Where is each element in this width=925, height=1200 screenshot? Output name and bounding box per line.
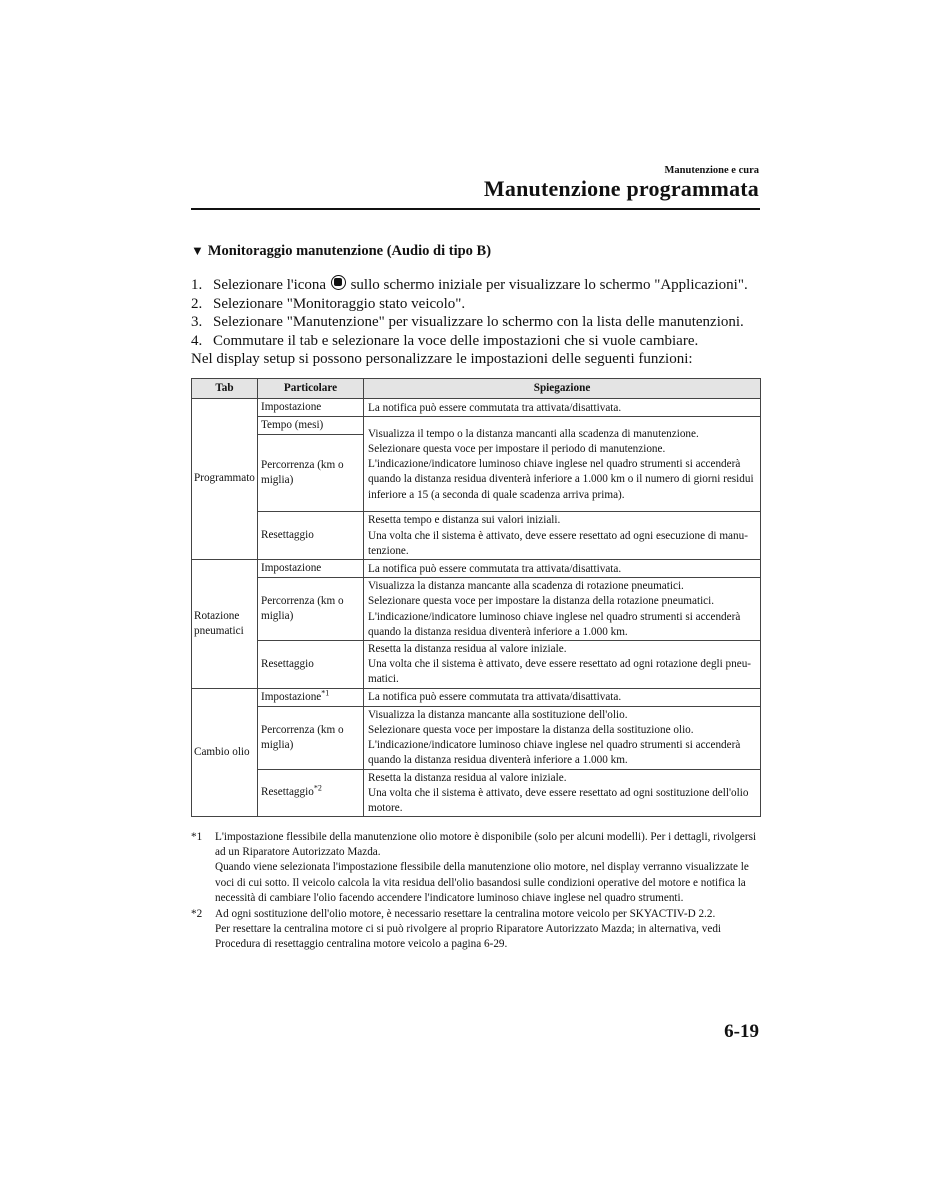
maintenance-table: [191, 378, 761, 817]
steps-list: [191, 275, 771, 369]
footnote-paragraph: Per resettare la centralina motore ci si può rivolgere al proprio Riparatore Autorizzato Mazda; in alternativa, vedi Procedura di resettaggio centralina motore veicolo a pagina 6-29.: [215, 923, 722, 951]
explanation-line: Selezionare questa voce per impostare la distanza della sostituzione olio.: [368, 724, 694, 737]
subheading-text: Monitoraggio manutenzione (Audio di tipo B): [207, 243, 492, 259]
step-text: Selezionare "Manutenzione" per visualizzare lo schermo con la lista delle manutenzioni.: [213, 314, 744, 331]
explanation-line: La notifica può essere commutata tra attivata/disattivata.: [368, 691, 622, 704]
tab-cell-cambio-olio: Cambio olio: [192, 688, 258, 817]
column-header-explanation: Spiegazione: [364, 379, 761, 399]
footnote-mark: *2: [191, 908, 203, 921]
intro-text: Nel display setup si possono personalizzare le impostazioni delle seguenti funzioni:: [191, 351, 693, 368]
footnote-paragraph: L'impostazione flessibile della manutenzione olio motore è disponibile (solo per alcuni modelli). Per i dettagli, rivolgersi ad un Riparatore Autorizzato Mazda.: [215, 831, 757, 859]
explanation-line: L'indicazione/indicatore luminoso chiave inglese nel quadro strumenti si accenderà quando la distanza residua diventerà inferiore a 1.000 km o il numero di giorni residui inferiore a 15 (a seconda di quale scadenza arriva prima).: [368, 458, 754, 501]
step-number: 2.: [191, 295, 203, 312]
table-row: [192, 769, 761, 817]
applications-icon: [331, 275, 346, 290]
table-row: [192, 417, 761, 435]
item-cell: Resettaggio: [258, 641, 364, 689]
step-number: 3.: [191, 314, 203, 331]
tab-cell-rotazione-pneumatici: Rotazione pneumatici: [192, 560, 258, 689]
item-cell: Percorrenza (km o miglia): [258, 435, 364, 512]
footnote-mark: *1: [191, 831, 203, 843]
step-text: sullo schermo iniziale per visualizzare lo schermo "Applicazioni".: [346, 277, 748, 293]
footnote-2: [191, 907, 763, 953]
tab-cell-programmato: Programmato: [192, 399, 258, 560]
table-row: [192, 688, 761, 706]
footnote-1: [191, 830, 763, 906]
step-3: [191, 313, 771, 332]
page-number: 6-19: [724, 1021, 759, 1042]
column-header-item: Particolare: [258, 379, 364, 399]
explanation-line: Una volta che il sistema è attivato, deve essere resettato ad ogni rotazione degli pneu-matici.: [368, 658, 752, 686]
table-row: [192, 512, 761, 560]
step-4: [191, 332, 771, 351]
table-row: [192, 641, 761, 689]
item-cell: [258, 688, 364, 706]
footnote-ref: *1: [321, 687, 330, 697]
footnote-paragraph: Ad ogni sostituzione dell'olio motore, è necessario resettare la centralina motore veicolo per SKYACTIV-D 2.2.: [215, 908, 716, 921]
explanation-line: Resetta la distanza residua al valore iniziale.: [368, 771, 567, 784]
explanation-line: Selezionare questa voce per impostare il periodo di manutenzione.: [368, 443, 666, 455]
table-row: [192, 578, 761, 641]
table-row: [192, 706, 761, 769]
step-number: 4.: [191, 332, 203, 349]
footnotes: [191, 830, 763, 954]
explanation-cell: [364, 578, 761, 641]
explanation-cell: [364, 512, 761, 560]
explanation-line: Selezionare questa voce per impostare la distanza della rotazione pneumatici.: [368, 595, 715, 608]
explanation-line: Una volta che il sistema è attivato, deve essere resettato ad ogni sostituzione dell'olio motore.: [368, 786, 749, 815]
explanation-line: La notifica può essere commutata tra attivata/disattivata.: [368, 562, 622, 575]
item-cell: Impostazione: [258, 560, 364, 578]
explanation-line: L'indicazione/indicatore luminoso chiave inglese nel quadro strumenti si accenderà quando la distanza residua diventerà inferiore a 1.000 km.: [368, 739, 741, 767]
table-row: [192, 399, 761, 417]
explanation-cell: [364, 769, 761, 817]
footnote-paragraph: Quando viene selezionata l'impostazione flessibile della manutenzione olio motore, nel display verranno visualizzate le voci di cui sotto. Il veicolo calcola la vita residua dell'olio basandosi sulle condizioni operative del motore e notifica la necessità di cambiare l'olio facendo accendere l'indicatore luminoso chiave inglese nel quadro strumenti.: [215, 861, 749, 904]
item-label: Impostazione: [261, 690, 322, 703]
step-2: [191, 295, 771, 314]
page-title: Manutenzione programmata: [483, 176, 759, 201]
item-cell: Percorrenza (km o miglia): [258, 706, 364, 769]
footnote-ref: *2: [313, 783, 322, 793]
section-label: Manutenzione e cura: [664, 165, 759, 176]
explanation-line: Visualizza il tempo o la distanza mancanti alla scadenza di manutenzione.: [368, 427, 699, 440]
explanation-cell: [364, 417, 761, 512]
explanation-cell: [364, 641, 761, 689]
item-cell: Impostazione: [258, 399, 364, 417]
item-cell: Resettaggio: [258, 512, 364, 560]
footnote-body: [215, 830, 763, 906]
footnote-body: [215, 907, 763, 953]
explanation-line: Visualizza la distanza mancante alla sostituzione dell'olio.: [368, 708, 628, 721]
step-number: 1.: [191, 277, 203, 293]
item-cell: Tempo (mesi): [258, 417, 364, 435]
explanation-line: Resetta la distanza residua al valore iniziale.: [368, 643, 567, 656]
step-text: Selezionare l'icona: [213, 277, 330, 293]
column-header-tab: Tab: [192, 379, 258, 399]
step-text: Selezionare "Monitoraggio stato veicolo".: [213, 295, 466, 312]
explanation-cell: [364, 688, 761, 706]
item-cell: [258, 769, 364, 817]
item-cell: Percorrenza (km o miglia): [258, 578, 364, 641]
explanation-line: La notifica può essere commutata tra attivata/disattivata.: [368, 401, 622, 414]
explanation-line: Una volta che il sistema è attivato, deve essere resettato ad ogni esecuzione di manu-tenzione.: [368, 529, 748, 557]
step-1: [191, 275, 771, 295]
explanation-line: Visualizza la distanza mancante alla scadenza di rotazione pneumatici.: [368, 580, 684, 593]
step-text: Commutare il tab e selezionare la voce delle impostazioni che si vuole cambiare.: [213, 332, 699, 349]
explanation-cell: [364, 399, 761, 417]
triangle-marker-icon: ▼: [191, 243, 204, 258]
explanation-line: Resetta tempo e distanza sui valori iniziali.: [368, 514, 561, 527]
item-label: Resettaggio: [261, 786, 314, 799]
table-row: [192, 560, 761, 578]
subheading: [191, 243, 491, 260]
table-header-row: [192, 379, 761, 399]
explanation-cell: [364, 706, 761, 769]
explanation-line: L'indicazione/indicatore luminoso chiave inglese nel quadro strumenti si accenderà quando la distanza residua diventerà inferiore a 1.000 km.: [368, 610, 741, 638]
explanation-cell: [364, 560, 761, 578]
title-divider: [191, 208, 760, 210]
